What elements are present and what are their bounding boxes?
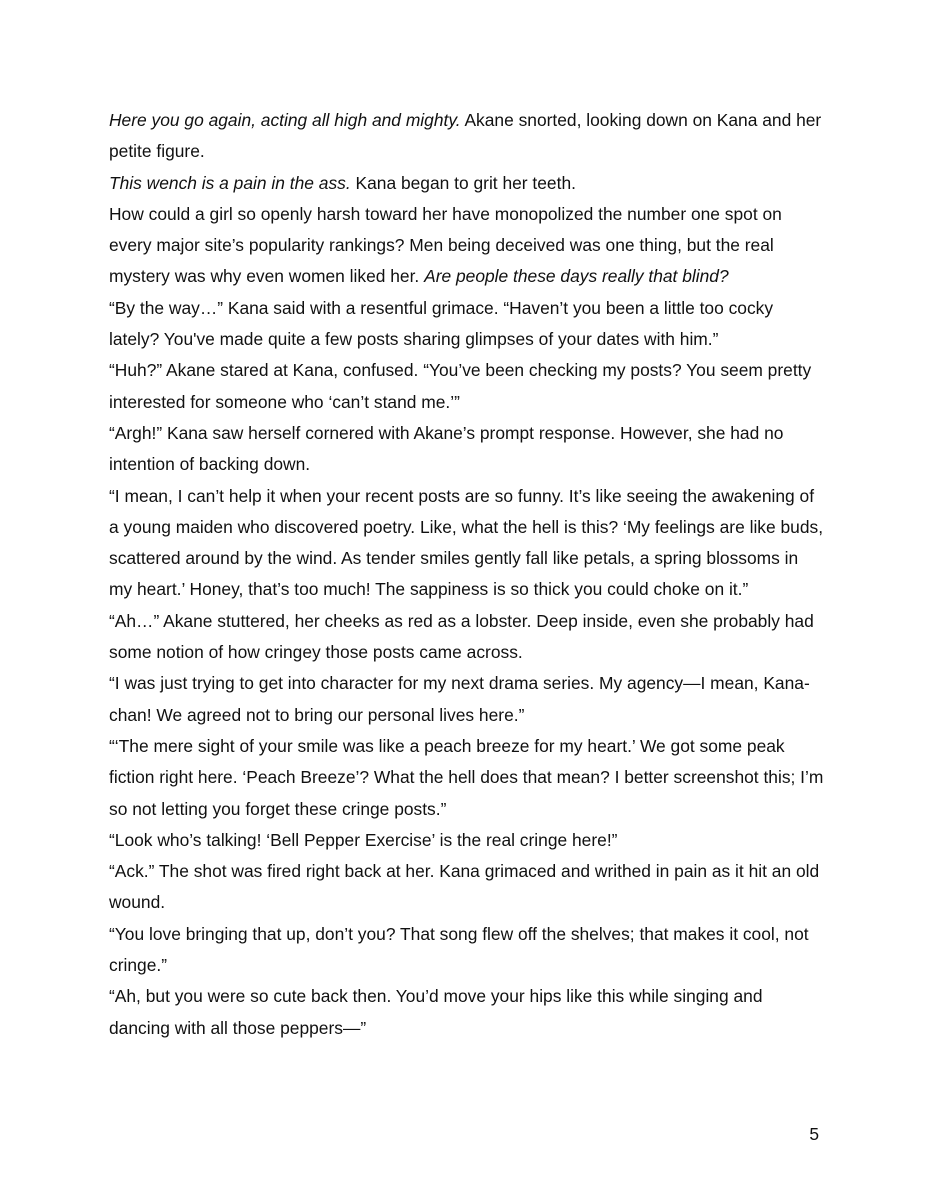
inner-thought: Here you go again, acting all high and mighty. [109,110,461,130]
dialogue: “Ah…” Akane stuttered, her cheeks as red as a lobster. Deep inside, even she probably had some notion of how cringey those posts came across. [109,610,814,663]
paragraph-12 [109,856,825,919]
dialogue: “Ack.” The shot was fired right back at her. Kana grimaced and writhed in pain as it hit an old wound. [109,861,820,913]
dialogue: “I was just trying to get into character for my next drama series. My agency—I mean, Kana-chan! We agreed not to bring our personal lives here.” [109,673,810,725]
dialogue: “Huh?” Akane stared at Kana, confused. “You’ve been checking my posts? You seem pretty interested for someone who ‘can’t stand me.’” [109,360,812,412]
paragraph-6 [109,418,825,481]
narration: How could a girl so openly harsh toward her have monopolized the number one spot on every major site’s popularity rankings? Men being deceived was one thing, but the real mystery was why even women liked her. [109,203,782,287]
paragraph-1 [109,105,825,168]
dialogue: “You love bringing that up, don’t you? That song flew off the shelves; that makes it cool, not cringe.” [109,923,809,976]
inner-thought: This wench is a pain in the ass. [109,172,351,193]
paragraph-14 [109,981,825,1044]
paragraph-2 [109,168,825,199]
dialogue: “By the way…” Kana said with a resentful grimace. “Haven’t you been a little too cocky lately? You've made quite a few posts sharing glimpses of your dates with him.” [109,297,774,350]
paragraph-3 [109,199,825,293]
dialogue: “Ah, but you were so cute back then. You’d move your hips like this while singing and dancing with all those peppers—” [109,986,763,1038]
dialogue: “Argh!” Kana saw herself cornered with Akane’s prompt response. However, she had no intention of backing down. [109,422,784,475]
paragraph-7 [109,481,825,606]
dialogue: “I mean, I can’t help it when your recent posts are so funny. It’s like seeing the awakening of a young maiden who discovered poetry. Like, what the hell is this? ‘My feelings are like buds, scattered around by the wind. As tender smiles gently fall like petals, a spring blossoms in my heart.’ Honey, that’s too much! The sappiness is so thick you could choke on it.” [109,485,824,600]
dialogue: “Look who’s talking! ‘Bell Pepper Exercise’ is the real cringe here!” [109,829,618,850]
paragraph-8 [109,606,825,669]
narration: Akane snorted, looking down on Kana and her petite figure. [109,110,822,162]
paragraph-4 [109,293,825,356]
page-number: 5 [809,1124,819,1144]
narration: Kana began to grit her teeth. [350,172,576,193]
paragraph-5 [109,355,825,418]
paragraph-10 [109,731,825,825]
paragraph-9 [109,668,825,731]
dialogue: “‘The mere sight of your smile was like a peach breeze for my heart.’ We got some peak fiction right here. ‘Peach Breeze’? What the hell does that mean? I better screenshot this; I’m so not letting you forget these cringe posts.” [109,735,824,819]
paragraph-13 [109,919,825,982]
body-text [109,105,825,1044]
paragraph-11 [109,825,825,856]
inner-thought: Are people these days really that blind? [424,266,729,287]
